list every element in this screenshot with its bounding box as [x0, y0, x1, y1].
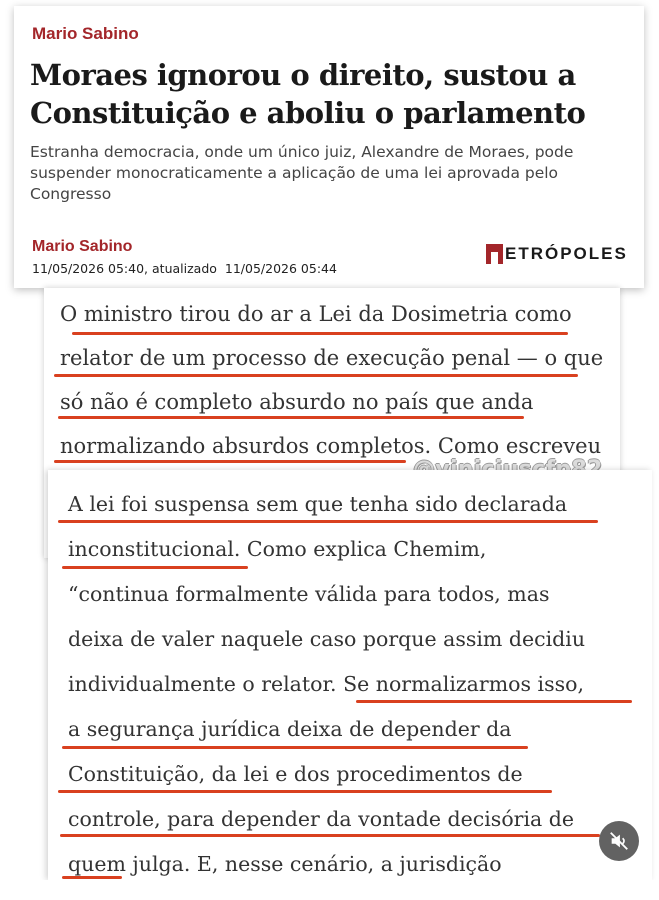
excerpt1-line-3: só não é completo absurdo no país que anda	[60, 390, 534, 414]
excerpt2-line-9: quem julga. E, nesse cenário, a jurisdição	[68, 852, 502, 876]
underline-3	[58, 416, 524, 419]
published-date: 11/05/2026 05:40,	[32, 261, 149, 276]
excerpt1-line-4: normalizando absurdos completos. Como escreveu	[60, 434, 602, 458]
underline-1	[72, 332, 568, 335]
outlet-name: ETRÓPOLES	[505, 244, 628, 263]
metropoles-m-logo-icon	[486, 244, 503, 264]
headline-line-1: Moraes ignorou o direito, sustou a	[30, 58, 576, 92]
author-name[interactable]: Mario Sabino	[32, 238, 133, 255]
excerpt2-line-4: deixa de valer naquele caso porque assim decidiu	[68, 627, 586, 651]
excerpt1-line-1: O ministro tirou do ar a Lei da Dosimetria como	[60, 302, 572, 326]
mute-button[interactable]	[599, 821, 639, 861]
subtitle-line-3: Congresso	[30, 185, 112, 203]
underline-8	[62, 746, 528, 749]
underline-4	[54, 460, 406, 463]
article-subtitle	[30, 142, 620, 205]
underline-6	[62, 566, 248, 569]
publish-dates	[32, 261, 341, 276]
updated-label: atualizado	[152, 261, 217, 276]
excerpt-panel-2	[48, 470, 652, 880]
excerpt2-line-5: individualmente o relator. Se normalizarmos isso,	[68, 672, 584, 696]
underline-11	[62, 876, 122, 879]
article-header-card	[14, 6, 644, 288]
excerpt2-line-3: “continua formalmente válida para todos, mas	[68, 582, 550, 606]
bottom-strip	[0, 880, 659, 900]
subtitle-line-2: suspender monocraticamente a aplicação de uma lei aprovada pelo	[30, 164, 559, 182]
column-kicker[interactable]: Mario Sabino	[32, 24, 139, 43]
underline-9	[58, 790, 552, 793]
excerpt2-line-7: Constituição, da lei e dos procedimentos de	[68, 762, 523, 786]
excerpt2-line-1: A lei foi suspensa sem que tenha sido declarada	[68, 492, 568, 516]
excerpt2-line-2: inconstitucional. Como explica Chemim,	[68, 537, 487, 561]
underline-5	[58, 520, 598, 523]
article-headline[interactable]	[30, 56, 630, 132]
metropoles-logo[interactable]	[486, 242, 628, 266]
updated-date: 11/05/2026 05:44	[224, 261, 337, 276]
speaker-muted-icon	[608, 830, 630, 852]
underline-10	[60, 834, 600, 837]
underline-7	[356, 700, 632, 703]
subtitle-line-1: Estranha democracia, onde um único juiz, Alexandre de Moraes, pode	[30, 143, 574, 161]
excerpt2-line-6: a segurança jurídica deixa de depender da	[68, 717, 512, 741]
underline-2	[54, 374, 578, 377]
excerpt1-line-2: relator de um processo de execução penal — o que	[60, 346, 604, 370]
excerpt2-line-8: controle, para depender da vontade decisória de	[68, 807, 575, 831]
headline-line-2: Constituição e aboliu o parlamento	[30, 96, 586, 130]
